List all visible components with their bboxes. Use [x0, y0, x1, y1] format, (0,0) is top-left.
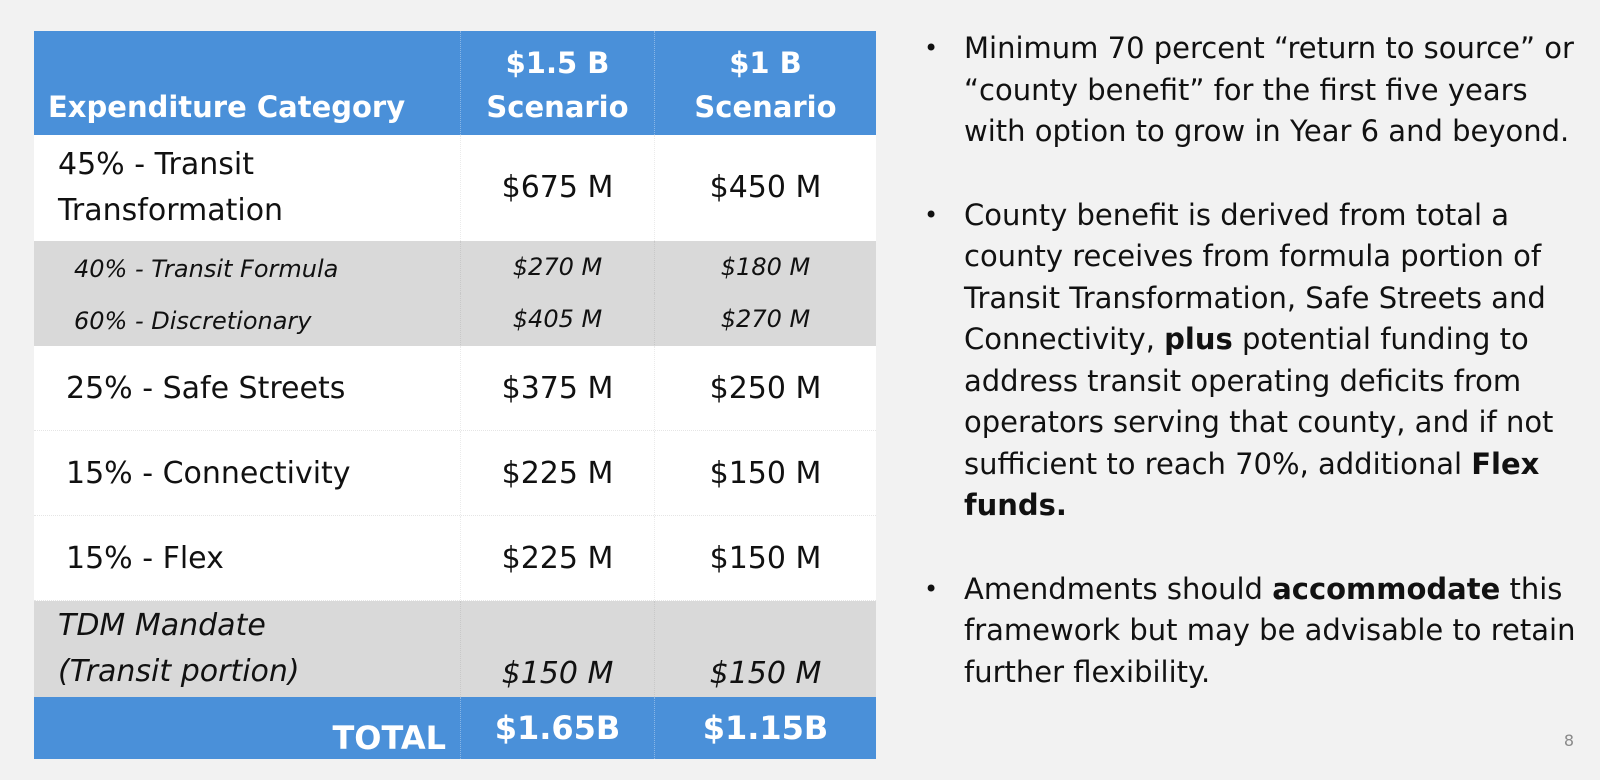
bullet-text-part: County benefit is derived from total a county receives from formula portion of Transit Transformation, Safe Streets and Connectivity,	[964, 197, 1546, 356]
table-row-transit	[34, 135, 876, 241]
table-row-flex	[34, 516, 876, 601]
tdm-label-line1: TDM Mandate	[58, 608, 266, 643]
header-scenario-1-line1: $1.5 B	[505, 46, 610, 80]
table-subrow-discretionary	[34, 293, 876, 345]
row-s1: $225 M	[460, 431, 654, 515]
transit-label-line1: 45% - Transit	[58, 147, 254, 182]
bullet-text-part: Amendments should	[964, 571, 1273, 606]
table-subrow-formula	[34, 241, 876, 293]
row-s2: $250 M	[654, 346, 876, 430]
bullet-icon: •	[924, 34, 939, 62]
header-category-label: Expenditure Category	[48, 90, 406, 124]
bullet-text: Minimum 70 percent “return to source” or “county benefit” for the first five years with option to grow in Year 6 and beyond.	[964, 31, 1574, 148]
bullet-text-part: this framework but may be advisable to retain further flexibility.	[964, 571, 1576, 689]
table-row-tdm	[34, 601, 876, 697]
row-s2: $150 M	[654, 516, 876, 600]
bullet-item	[920, 569, 1580, 694]
expenditure-table	[34, 31, 876, 759]
tdm-label-line2: (Transit portion)	[58, 654, 300, 689]
bullet-icon: •	[924, 574, 939, 603]
subrow-s1: $270 M	[460, 241, 654, 293]
header-scenario-2-line2: Scenario	[694, 90, 837, 124]
header-scenario-1-line2: Scenario	[486, 90, 629, 124]
header-category	[34, 31, 460, 135]
transit-s2: $450 M	[654, 135, 876, 241]
bullet-icon: •	[924, 200, 939, 229]
row-label	[34, 601, 460, 697]
bullet-text	[964, 195, 1580, 527]
bullet-item	[920, 28, 1580, 153]
row-label	[34, 135, 460, 241]
subrow-s2: $180 M	[654, 241, 876, 293]
table-row-connectivity	[34, 431, 876, 516]
subrow-s1: $405 M	[460, 293, 654, 345]
tdm-s2: $150 M	[654, 601, 876, 697]
page-number: 8	[1563, 731, 1574, 750]
table-row-safe-streets	[34, 346, 876, 431]
subrow-s2: $270 M	[654, 293, 876, 345]
header-scenario-1	[460, 31, 654, 135]
bullet-list	[920, 28, 1580, 693]
total-s2: $1.15B	[654, 697, 876, 759]
row-s1: $225 M	[460, 516, 654, 600]
header-scenario-2-line1: $1 B	[729, 46, 802, 80]
row-s1: $375 M	[460, 346, 654, 430]
row-label: 15% - Connectivity	[66, 455, 351, 491]
total-label: TOTAL	[332, 719, 446, 757]
row-s2: $150 M	[654, 431, 876, 515]
subrow-label: 40% - Transit Formula	[74, 255, 339, 283]
bullet-emphasis-accommodate: accommodate	[1272, 571, 1501, 606]
subrow-label: 60% - Discretionary	[74, 307, 312, 335]
row-label: 25% - Safe Streets	[66, 370, 346, 406]
tdm-s1: $150 M	[460, 601, 654, 697]
table-total-row	[34, 697, 876, 759]
total-s1: $1.65B	[460, 697, 654, 759]
bullet-item	[920, 195, 1580, 527]
bullet-emphasis-plus: plus	[1164, 322, 1233, 356]
transit-s1: $675 M	[460, 135, 654, 241]
table-subrows	[34, 241, 876, 346]
bullet-text	[964, 569, 1580, 694]
row-label: 15% - Flex	[66, 540, 224, 576]
table-header-row	[34, 31, 876, 135]
header-scenario-2	[654, 31, 876, 135]
bullet-text-part: potential funding to address transit operating deficits from operators serving that county, and if not sufficient to reach 70%, additional	[964, 322, 1554, 481]
bullet-emphasis-flex: Flex funds.	[964, 446, 1540, 522]
transit-label-line2: Transformation	[58, 193, 284, 228]
